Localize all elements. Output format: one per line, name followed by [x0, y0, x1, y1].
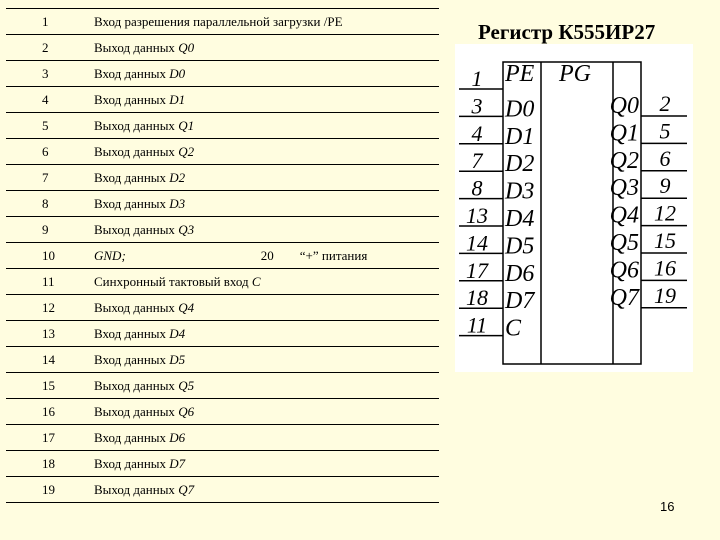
left-pin-label: D3 — [505, 178, 535, 205]
pin-number: 3 — [6, 61, 84, 87]
pin-description-text: Выход данных — [94, 377, 179, 393]
pin-description-text: Вход разрешения параллельной загрузки /PE — [94, 13, 343, 29]
pin-number: 14 — [6, 347, 84, 373]
pin-description-text: Вход данных — [94, 429, 170, 445]
right-pin-number: 6 — [659, 145, 671, 171]
pin-description-text: Выход данных — [94, 403, 179, 419]
pin-number: 10 — [6, 243, 84, 269]
pin-description-text: Выход данных — [94, 481, 179, 497]
pin-signal-name: Q5 — [178, 377, 195, 393]
pin-row — [6, 477, 439, 503]
pin-row — [6, 113, 439, 139]
right-pin-label: Q0 — [609, 93, 639, 119]
pin-description — [84, 61, 439, 87]
pin-signal-name: D2 — [169, 169, 186, 185]
pin-number: 8 — [6, 191, 84, 217]
left-pin-number: 7 — [471, 148, 483, 174]
pin-number: 19 — [6, 477, 84, 503]
pin-number: 15 — [6, 373, 84, 399]
right-pin-label: Q2 — [609, 147, 639, 174]
pin-row — [6, 191, 439, 217]
right-pin-label: Q7 — [609, 284, 639, 311]
pin-description — [84, 165, 439, 191]
right-pin-number: 9 — [659, 173, 671, 199]
pin-signal-name: Q1 — [178, 117, 195, 133]
pin-row — [6, 425, 439, 451]
pin-number: 18 — [6, 451, 84, 477]
left-pin-number: 8 — [471, 175, 483, 201]
left-pin-label: D6 — [505, 260, 535, 287]
left-pin-label: D7 — [505, 288, 535, 315]
pin-description-text: Выход данных — [94, 143, 179, 159]
right-pin-number: 15 — [654, 228, 676, 253]
left-pin-label: D4 — [505, 206, 535, 232]
pin-signal-name: Q2 — [178, 143, 195, 159]
pin-row — [6, 451, 439, 477]
pin-description — [84, 373, 439, 399]
pin-row — [6, 347, 439, 373]
slide-title: Регистр К555ИР27 — [478, 20, 656, 44]
pin-row — [6, 321, 439, 347]
pin-number: 1 — [6, 9, 84, 35]
left-pin-number: 17 — [466, 257, 488, 283]
pin-description-text: Выход данных — [94, 299, 179, 315]
pin-signal-name: D7 — [169, 455, 186, 471]
pin-description-text: Вход данных — [94, 91, 170, 107]
pin-description-text: GND; — [94, 247, 126, 263]
left-pin-number: 4 — [471, 120, 483, 146]
page-number: 16 — [660, 499, 675, 514]
pin-number: 4 — [6, 87, 84, 113]
pin-description-text: Вход данных — [94, 455, 170, 471]
right-pin-number: 5 — [659, 118, 671, 144]
pin-signal-name: D1 — [169, 91, 186, 107]
register-diagram — [455, 44, 693, 372]
pin-description-text: Выход данных — [94, 39, 179, 55]
pin-signal-name: Q6 — [178, 403, 195, 419]
right-pin-label: Q6 — [609, 257, 639, 284]
right-pin-label: Q1 — [609, 120, 639, 147]
pin-row — [6, 269, 439, 295]
pin-row — [6, 217, 439, 243]
pin-signal-name: Q3 — [178, 221, 195, 237]
left-pin-number: 13 — [466, 203, 488, 228]
pin-signal-name: Q4 — [178, 299, 195, 315]
pin-signal-name: Q0 — [178, 39, 195, 55]
chip-label-pe: PE — [505, 61, 535, 87]
pin-row — [6, 399, 439, 425]
pin-row — [6, 139, 439, 165]
right-pin-label: Q3 — [609, 175, 639, 202]
right-pin-number: 12 — [654, 200, 676, 226]
pin-description-text: Вход данных — [94, 325, 170, 341]
right-pin-number: 16 — [654, 255, 676, 281]
pin-signal-name: C — [251, 273, 261, 289]
pin-row — [6, 87, 439, 113]
chip-label-pg: PG — [559, 61, 591, 87]
pin-signal-name: D6 — [169, 429, 186, 445]
pin-description — [84, 35, 439, 61]
right-pin-number: 19 — [654, 282, 676, 308]
pin-description — [84, 269, 439, 295]
pin-row — [6, 373, 439, 399]
pin-description — [84, 243, 439, 269]
pin-number: 9 — [6, 217, 84, 243]
right-pin-label: Q4 — [609, 202, 639, 229]
pin-number: 17 — [6, 425, 84, 451]
pin-signal-name: D3 — [169, 195, 186, 211]
pin-description — [84, 321, 439, 347]
pin-table — [6, 8, 439, 503]
pin-description — [84, 113, 439, 139]
pin-signal-name: D5 — [169, 351, 186, 367]
pin-row — [6, 295, 439, 321]
pin-row — [6, 165, 439, 191]
pin-description — [84, 87, 439, 113]
pin-description-text: Вход данных — [94, 351, 170, 367]
pin-row — [6, 9, 439, 35]
left-pin-number: 14 — [466, 230, 488, 256]
right-pin-number: 2 — [659, 91, 671, 116]
pin-description — [84, 9, 439, 35]
pin-description — [84, 347, 439, 373]
pin-description — [84, 451, 439, 477]
pin-number: 5 — [6, 113, 84, 139]
pin-description — [84, 139, 439, 165]
pin-description — [84, 477, 439, 503]
pin-row — [6, 61, 439, 87]
left-pin-label: D5 — [505, 233, 535, 260]
right-pin-label: Q5 — [609, 230, 639, 256]
pin-description — [84, 425, 439, 451]
left-pin-label: D0 — [505, 96, 535, 123]
left-pin-label: D1 — [505, 123, 535, 150]
pin-number: 6 — [6, 139, 84, 165]
pin-description-text: Выход данных — [94, 117, 179, 133]
pin-number: 7 — [6, 165, 84, 191]
pin-description-text: Выход данных — [94, 221, 179, 237]
pin-signal-name: D0 — [169, 65, 186, 81]
pin-number: 12 — [6, 295, 84, 321]
pin-row — [6, 35, 439, 61]
pin-description-text: Синхронный тактовый вход — [94, 273, 252, 289]
pin-description-text: Вход данных — [94, 169, 170, 185]
pin-signal-name: D4 — [169, 325, 186, 341]
pin-number: 11 — [6, 269, 84, 295]
pin-description — [84, 295, 439, 321]
pin-signal-name: Q7 — [178, 481, 195, 497]
pin-number: 16 — [6, 399, 84, 425]
pin-description — [84, 399, 439, 425]
pin-description — [84, 217, 439, 243]
pin-description — [84, 191, 439, 217]
pin-table-body — [6, 9, 439, 503]
left-pin-number: 1 — [471, 66, 483, 91]
pin-description-text: Вход данных — [94, 195, 170, 211]
left-pin-number: 3 — [471, 93, 483, 119]
pin-number: 2 — [6, 35, 84, 61]
pin-description-text: Вход данных — [94, 65, 170, 81]
left-pin-label: D2 — [505, 151, 535, 178]
pin-row — [6, 243, 439, 269]
pin-number: 13 — [6, 321, 84, 347]
left-pin-number: 11 — [466, 312, 488, 338]
left-pin-label: C — [505, 315, 522, 342]
pin-extra-text: “+” питания — [299, 247, 368, 263]
pin-extra-number: 20 — [260, 247, 274, 263]
left-pin-number: 18 — [466, 285, 488, 311]
